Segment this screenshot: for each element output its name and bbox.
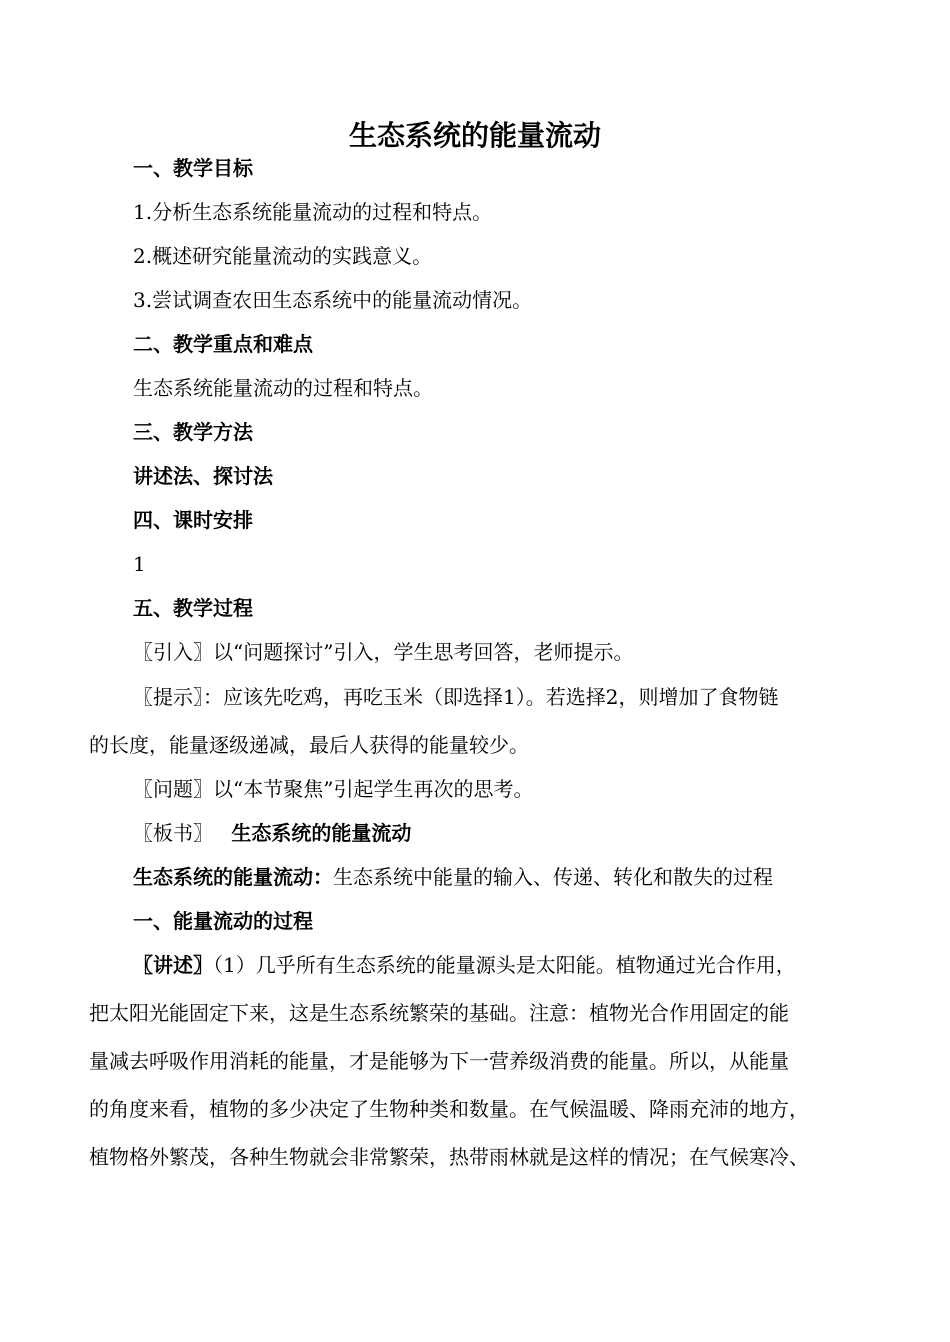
question-paragraph: 〖问题〗以“本节聚焦”引起学生再次的思考。 (133, 777, 534, 801)
lecture-label: 〖讲述〗 (133, 953, 213, 977)
lecture-text-1: （1）几乎所有生态系统的能量源头是太阳能。植物通过光合作用， (213, 953, 796, 977)
hours-value: 1 (133, 552, 146, 576)
goal-item-3: 3.尝试调查农田生态系统中的能量流动情况。 (133, 288, 533, 312)
section-heading-methods: 三、教学方法 (133, 420, 253, 444)
goal-item-1: 1.分析生态系统能量流动的过程和特点。 (133, 200, 493, 224)
hint-paragraph-line-1: 〖提示〗：应该先吃鸡，再吃玉米（即选择1）。若选择2，则增加了食物链 (133, 685, 779, 709)
document-title: 生态系统的能量流动 (348, 119, 601, 152)
subsection-heading-process: 一、能量流动的过程 (133, 909, 313, 933)
lecture-line-3: 量减去呼吸作用消耗的能量，才是能够为下一营养级消费的能量。所以，从能量 (89, 1049, 789, 1073)
section-heading-process: 五、教学过程 (133, 596, 253, 620)
key-point-text: 生态系统能量流动的过程和特点。 (133, 376, 433, 400)
definition-text: 生态系统中能量的输入、传递、转化和散失的过程 (333, 865, 773, 889)
definition-line (133, 862, 773, 892)
definition-term: 生态系统的能量流动： (133, 865, 333, 889)
lecture-line-2: 把太阳光能固定下来，这是生态系统繁荣的基础。注意：植物光合作用固定的能 (89, 1001, 789, 1025)
intro-paragraph: 〖引入〗以“问题探讨”引入，学生思考回答，老师提示。 (133, 640, 634, 664)
lecture-line-1 (133, 950, 796, 980)
lecture-line-4: 的角度来看，植物的多少决定了生物种类和数量。在气候温暖、降雨充沛的地方， (89, 1097, 809, 1121)
section-heading-key-points: 二、教学重点和难点 (133, 332, 313, 356)
hint-paragraph-line-2: 的长度，能量逐级递减，最后人获得的能量较少。 (89, 733, 529, 757)
section-heading-hours: 四、课时安排 (133, 508, 253, 532)
board-line (133, 818, 411, 848)
board-text: 生态系统的能量流动 (231, 821, 412, 845)
method-text: 讲述法、探讨法 (133, 464, 273, 488)
board-label: 〖板书〗 (133, 821, 213, 845)
section-heading-goals: 一、教学目标 (133, 156, 253, 180)
lecture-line-5: 植物格外繁茂，各种生物就会非常繁荣，热带雨林就是这样的情况；在气候寒冷、 (89, 1145, 809, 1169)
goal-item-2: 2.概述研究能量流动的实践意义。 (133, 244, 433, 268)
